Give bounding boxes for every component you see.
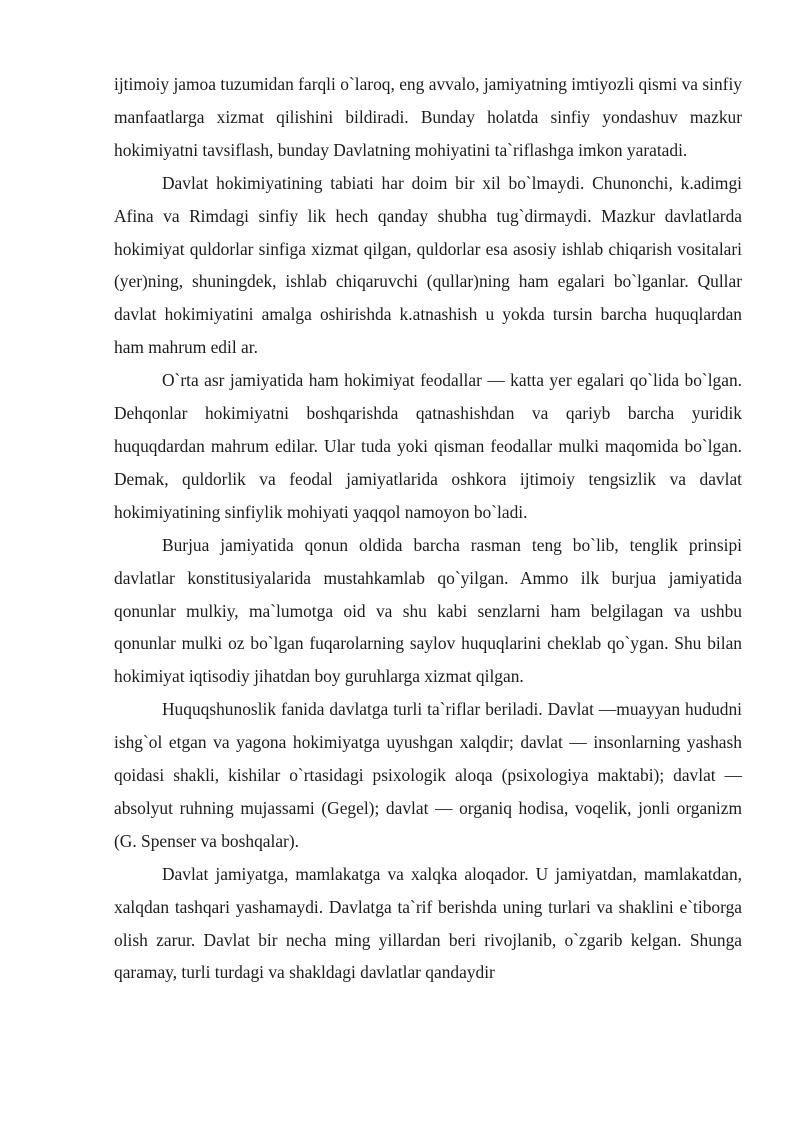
paragraph-middle-ages: O`rta asr jamiyatida ham hokimiyat feodallar — katta yer egalari qo`lida bo`lgan. Dehqonlar hokimiyatni boshqarishda qatnashishdan va qariyb barcha yuridik huquqdardan mahrum edilar. Ular tuda yoki qisman feodallar mulki maqomida bo`lgan. Demak, quldorlik va feodal jamiyatlarida oshkora ijtimoiy tengsizlik va davlat hokimiyatining sinfiylik mohiyati yaqqol namoyon bo`ladi. <box>114 370 742 522</box>
paragraph-state-society: Davlat jamiyatga, mamlakatga va xalqka aloqador. U jamiyatdan, mamlakatdan, xalqdan tashqari yashamaydi. Davlatga ta`rif berishda uning turlari va shaklini e`tiborga olish zarur. Davlat bir necha ming yillardan beri rivojlanib, o`zgarib kelgan. Shunga qaramay, turli turdagi va shakldagi davlatlar qandaydir <box>114 863 742 983</box>
document-body <box>114 68 742 989</box>
paragraph-bourgeois-society: Burjua jamiyatida qonun oldida barcha rasman teng bo`lib, tenglik prinsipi davlatlar konstitusiyalarida mustahkamlab qo`yilgan. Ammo ilk burjua jamiyatida qonunlar mulkiy, ma`lumotga oid va shu kabi senzlarni ham belgilagan va ushbu qonunlar mulki oz bo`lgan fuqarolarning saylov huquqlarini cheklab qo`ygan. Shu bilan hokimiyat iqtisodiy jihatdan boy guruhlarga xizmat qilgan. <box>114 534 742 687</box>
paragraph-state-power-nature: Davlat hokimiyatining tabiati har doim bir xil bo`lmaydi. Chunonchi, k.adimgi Afina va Rimdagi sinfiy lik hech qanday shubha tug`dirmaydi. Mazkur davlatlarda hokimiyat quldorlar sinfiga xizmat qilgan, quldorlar esa asosiy ishlab chiqarish vositalari (yer)ning, shuningdek, ishlab chiqaruvchi (qullar)ning ham egalari bo`lganlar. Qullar davlat hokimiyatini amalga oshirishda k.atnashish u yokda tursin barcha huquqlardan ham mahrum edil ar. <box>114 172 742 358</box>
paragraph-state-definitions: Huquqshunoslik fanida davlatga turli ta`riflar beriladi. Davlat —muayyan hududni ishg`ol etgan va yagona hokimiyatga uyushgan xalqdir; davlat — insonlarning yashash qoidasi shakli, kishilar o`rtasidagi psixologik aloqa (psixologiya maktabi); davlat — absolyut ruhning mujassami (Gegel); davlat — organiq hodisa, voqelik, jonli organizm (G. Spenser va boshqalar). <box>114 699 742 851</box>
paragraph-continuation: ijtimoiy jamoa tuzumidan farqli o`laroq, eng avvalo, jamiyatning imtiyozli qismi va sinfiy manfaatlarga xizmat qilishini bildiradi. Bunday holatda sinfiy yondashuv mazkur hokimiyatni tavsiflash, bunday Davlatning mohiyatini ta`riflashga imkon yaratadi. <box>114 74 742 160</box>
